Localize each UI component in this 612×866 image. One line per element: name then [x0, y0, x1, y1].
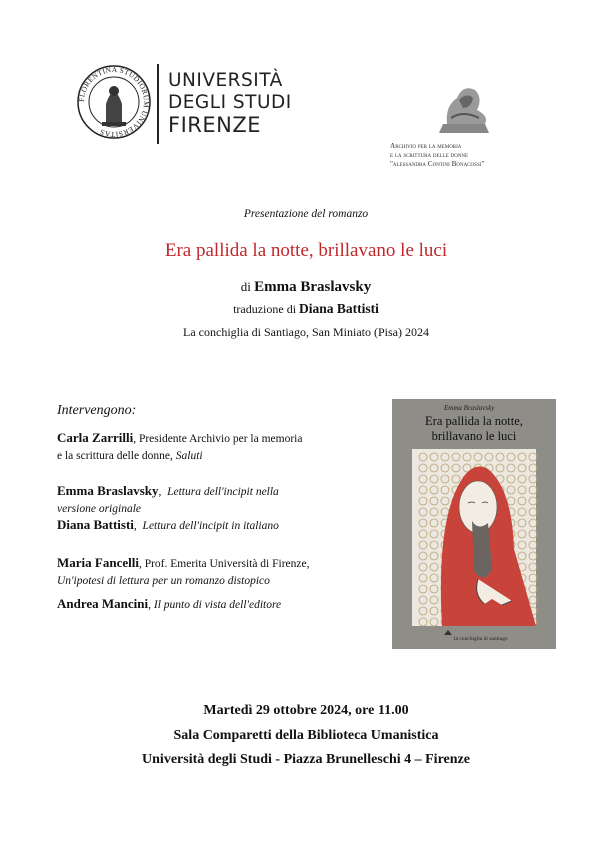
cover-title-line2: brillavano le luci — [431, 429, 517, 443]
svg-text:FLORENTINA STUDIORUM UNIVERSIT: FLORENTINA STUDIORUM UNIVERSITAS — [76, 64, 152, 140]
speaker-topic: Lettura dell'incipit nella — [167, 486, 279, 498]
university-line1: UNIVERSITÀ — [168, 70, 283, 91]
book-cover-image — [392, 399, 556, 649]
event-kicker: Presentazione del romanzo — [243, 208, 369, 220]
speaker-item — [57, 482, 357, 518]
speaker-name: Emma Braslavsky — [57, 483, 159, 498]
archive-name — [378, 142, 558, 169]
speaker-role: e la scrittura delle donne, — [57, 450, 176, 462]
cover-publisher: la conchiglia di santiago — [454, 636, 508, 642]
speaker-name: Diana Battisti — [57, 517, 134, 532]
author-name: Emma Braslavsky — [254, 279, 372, 295]
university-name — [168, 70, 292, 136]
archive-line3: "alessandra Contini Bonacossi" — [390, 160, 485, 168]
cover-author: Emma Braslavsky — [444, 404, 495, 412]
speaker-topic: Un'ipotesi di lettura per un romanzo distopico — [57, 575, 270, 587]
publisher-line: La conchiglia di Santiago, San Miniato (Pisa) 2024 — [183, 325, 429, 339]
translator-prefix: traduzione di — [233, 302, 297, 316]
author-prefix: di — [240, 279, 251, 294]
translator-line — [0, 301, 612, 317]
speaker-name: Carla Zarrilli — [57, 430, 134, 445]
archive-line2: e la scrittura delle donne — [390, 151, 469, 159]
speaker-topic: versione originale — [57, 503, 141, 515]
speaker-name: Andrea Mancini — [57, 596, 149, 611]
speakers-heading: Intervengono: — [57, 403, 137, 418]
university-line2: DEGLI STUDI — [168, 92, 292, 113]
university-seal-logo — [76, 64, 152, 140]
event-address: Università degli Studi - Piazza Brunelleschi 4 – Firenze — [142, 752, 470, 767]
author-line — [0, 279, 612, 296]
speaker-role: , Prof. Emerita Università di Firenze, — [138, 558, 310, 570]
speaker-name: Maria Fancelli — [57, 555, 139, 570]
speaker-role: , — [133, 520, 143, 532]
archive-line1: Archivio per la memoria — [390, 142, 462, 150]
speaker-item — [57, 429, 357, 465]
speaker-role: , — [158, 486, 168, 498]
speaker-topic: Saluti — [175, 450, 203, 462]
speaker-topic: Lettura dell'incipit in italiano — [142, 520, 279, 532]
speaker-topic: Il punto di vista dell'editore — [153, 599, 282, 611]
cover-title-line1: Era pallida la notte, — [425, 414, 523, 428]
speaker-item — [57, 595, 357, 614]
speaker-role: , Presidente Archivio per la memoria — [133, 433, 303, 445]
speaker-item — [57, 554, 357, 590]
event-venue: Sala Comparetti della Biblioteca Umanistica — [173, 728, 439, 743]
archive-sculpture-icon — [419, 78, 509, 138]
translator-name: Diana Battisti — [299, 301, 379, 316]
book-title: Era pallida la notte, brillavano le luci — [164, 240, 448, 261]
event-date: Martedì 29 ottobre 2024, ore 11.00 — [203, 703, 409, 718]
logo-divider — [157, 64, 159, 144]
speaker-role: , — [148, 599, 154, 611]
university-line3: FIRENZE — [168, 113, 261, 137]
speaker-item — [57, 516, 357, 535]
